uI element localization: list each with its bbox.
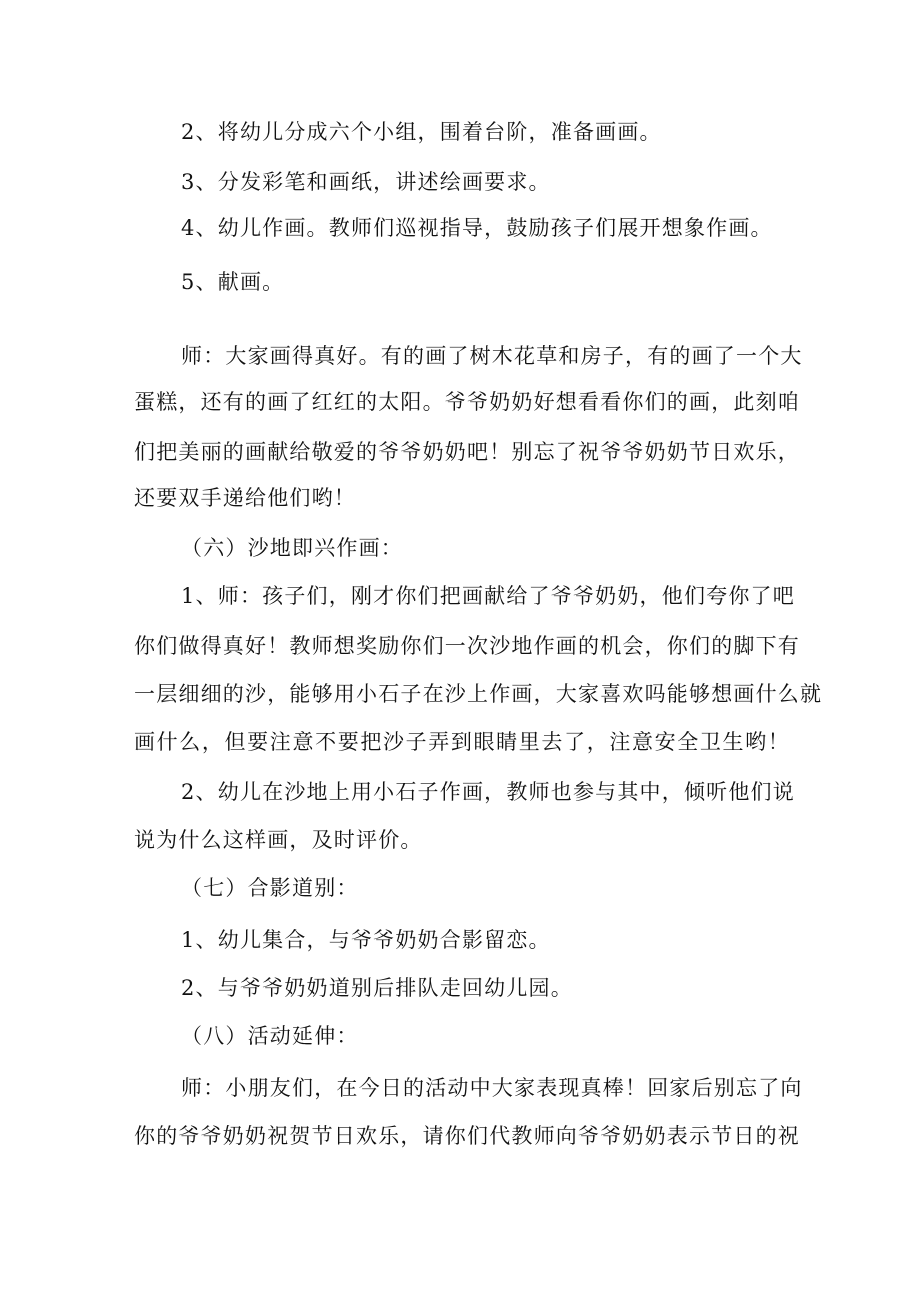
text-line: 画什么，但要注意不要把沙子弄到眼睛里去了，注意安全卫生哟！ — [134, 730, 790, 754]
text-line: 蛋糕，还有的画了红红的太阳。爷爷奶奶好想看看你们的画，此刻咱 — [134, 390, 800, 414]
text-line: 3、分发彩笔和画纸，讲述绘画要求。 — [181, 170, 551, 194]
text-line: 4、幼儿作画。教师们巡视指导，鼓励孩子们展开想象作画。 — [181, 216, 773, 240]
text-line: 们把美丽的画献给敬爱的爷爷奶奶吧！别忘了祝爷爷奶奶节日欢乐， — [134, 440, 800, 464]
text-line: 1、幼儿集合，与爷爷奶奶合影留恋。 — [181, 928, 551, 952]
text-line: 还要双手递给他们哟！ — [134, 486, 356, 510]
text-line: 说为什么这样画，及时评价。 — [134, 828, 423, 852]
text-line: 师：大家画得真好。有的画了树木花草和房子，有的画了一个大 — [181, 344, 803, 368]
section-heading: （七）合影道别： — [181, 876, 359, 900]
text-line: 一层细细的沙，能够用小石子在沙上作画，大家喜欢吗能够想画什么就 — [134, 682, 823, 706]
section-heading: （八）活动延伸： — [181, 1024, 359, 1048]
text-line: 2、与爷爷奶奶道别后排队走回幼儿园。 — [181, 976, 573, 1000]
text-line: 2、将幼儿分成六个小组，围着台阶，准备画画。 — [181, 120, 662, 144]
text-line: 你的爷爷奶奶祝贺节日欢乐，请你们代教师向爷爷奶奶表示节日的祝 — [134, 1124, 800, 1148]
text-line: 1、师：孩子们，刚才你们把画献给了爷爷奶奶，他们夸你了吧 — [181, 584, 795, 608]
text-line: 你们做得真好！教师想奖励你们一次沙地作画的机会，你们的脚下有 — [134, 634, 800, 658]
section-heading: （六）沙地即兴作画： — [181, 536, 403, 560]
text-line: 5、献画。 — [181, 270, 285, 294]
text-line: 2、幼儿在沙地上用小石子作画，教师也参与其中，倾听他们说 — [181, 780, 795, 804]
text-line: 师：小朋友们，在今日的活动中大家表现真棒！回家后别忘了向 — [181, 1076, 803, 1100]
